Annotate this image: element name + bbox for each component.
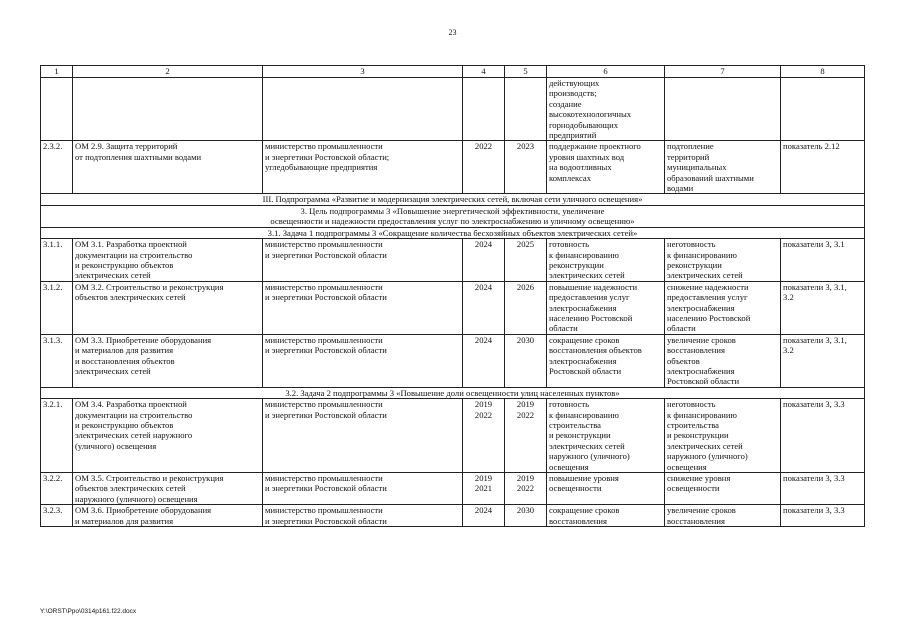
consequences: увеличение сроков восстановления: [665, 505, 781, 527]
column-number: 6: [547, 66, 665, 78]
expected-result: поддержание проектного уровня шахтных вод на водоотливных комплексах: [547, 141, 665, 194]
measure-name: [73, 78, 263, 141]
expected-result: готовность к финансированию строительства и реконструкции электрических сетей наружного (уличного) освещения: [547, 399, 665, 473]
measures-table: [40, 65, 865, 527]
column-number: 7: [665, 66, 781, 78]
executor: министерство промышленности и энергетики Ростовской области; угледобывающие предприятия: [263, 141, 463, 194]
consequences: подтопление территорий муниципальных образований шахтными водами: [665, 141, 781, 194]
section-heading-row: [41, 387, 865, 398]
table-row: [41, 239, 865, 282]
consequences: неготовность к финансированию строительства и реконструкции электрических сетей наружного (уличного) освещения: [665, 399, 781, 473]
start-year: 2019 2022: [463, 399, 505, 473]
expected-result: готовность к финансированию реконструкции электрических сетей: [547, 239, 665, 282]
end-year: [505, 78, 547, 141]
end-year: 2025: [505, 239, 547, 282]
end-year: 2030: [505, 334, 547, 387]
executor: министерство промышленности и энергетики Ростовской области: [263, 473, 463, 505]
indicator-link: показатели 3, 3.3: [781, 399, 865, 473]
start-year: 2019 2021: [463, 473, 505, 505]
executor: министерство промышленности и энергетики Ростовской области: [263, 281, 463, 334]
consequences: увеличение сроков восстановления объектов электроснабжения Ростовской области: [665, 334, 781, 387]
table-body: [41, 66, 865, 527]
indicator-link: показатели 3, 3.3: [781, 473, 865, 505]
end-year: 2026: [505, 281, 547, 334]
item-number: 3.1.2.: [41, 281, 73, 334]
item-number: 3.2.1.: [41, 399, 73, 473]
start-year: [463, 78, 505, 141]
executor: министерство промышленности и энергетики Ростовской области: [263, 505, 463, 527]
consequences: снижение надежности предоставления услуг электроснабжения населению Ростовской области: [665, 281, 781, 334]
indicator-link: показатели 3, 3.1, 3.2: [781, 281, 865, 334]
measure-name: ОМ 3.6. Приобретение оборудования и материалов для развития: [73, 505, 263, 527]
table-row: [41, 505, 865, 527]
expected-result: повышение надежности предоставления услуг электроснабжения населению Ростовской области: [547, 281, 665, 334]
section-heading: III. Подпрограмма «Развитие и модернизация электрических сетей, включая сети уличного освещения»: [41, 194, 865, 205]
end-year: 2030: [505, 505, 547, 527]
column-number-row: [41, 66, 865, 78]
section-heading: 3.2. Задача 2 подпрограммы 3 «Повышение доли освещенности улиц населенных пунктов»: [41, 387, 865, 398]
indicator-link: показатель 2.12: [781, 141, 865, 194]
section-heading-row: [41, 205, 865, 227]
column-number: 8: [781, 66, 865, 78]
consequences: неготовность к финансированию реконструкции электрических сетей: [665, 239, 781, 282]
item-number: [41, 78, 73, 141]
page-number: 23: [448, 28, 457, 37]
indicator-link: показатели 3, 3.3: [781, 505, 865, 527]
table-row: [41, 281, 865, 334]
column-number: 4: [463, 66, 505, 78]
start-year: 2024: [463, 281, 505, 334]
item-number: 3.1.3.: [41, 334, 73, 387]
start-year: 2024: [463, 239, 505, 282]
executor: министерство промышленности и энергетики Ростовской области: [263, 334, 463, 387]
executor: министерство промышленности и энергетики Ростовской области: [263, 399, 463, 473]
table-row: [41, 399, 865, 473]
expected-result: повышение уровня освещенности: [547, 473, 665, 505]
table-row: [41, 473, 865, 505]
consequences: снижение уровня освещенности: [665, 473, 781, 505]
table-row: [41, 334, 865, 387]
start-year: 2024: [463, 334, 505, 387]
measure-name: ОМ 3.1. Разработка проектной документации на строительство и реконструкцию объектов электрических сетей: [73, 239, 263, 282]
end-year: 2019 2022: [505, 473, 547, 505]
consequences: [665, 78, 781, 141]
executor: [263, 78, 463, 141]
item-number: 3.1.1.: [41, 239, 73, 282]
item-number: 3.2.2.: [41, 473, 73, 505]
start-year: 2022: [463, 141, 505, 194]
section-heading-row: [41, 227, 865, 238]
measure-name: ОМ 3.5. Строительство и реконструкция объектов электрических сетей наружного (уличного) освещения: [73, 473, 263, 505]
expected-result: сокращение сроков восстановления объектов электроснабжения Ростовской области: [547, 334, 665, 387]
indicator-link: [781, 78, 865, 141]
start-year: 2024: [463, 505, 505, 527]
item-number: 3.2.3.: [41, 505, 73, 527]
expected-result: действующих производств; создание высокотехнологичных горнодобывающих предприятий: [547, 78, 665, 141]
column-number: 2: [73, 66, 263, 78]
measure-name: ОМ 3.2. Строительство и реконструкция объектов электрических сетей: [73, 281, 263, 334]
measure-name: ОМ 2.9. Защита территорий от подтопления шахтными водами: [73, 141, 263, 194]
item-number: 2.3.2.: [41, 141, 73, 194]
end-year: 2023: [505, 141, 547, 194]
column-number: 3: [263, 66, 463, 78]
column-number: 5: [505, 66, 547, 78]
table-row: [41, 141, 865, 194]
indicator-link: показатели 3, 3.1: [781, 239, 865, 282]
section-heading-row: [41, 194, 865, 205]
table-row: [41, 78, 865, 141]
column-number: 1: [41, 66, 73, 78]
section-heading: 3. Цель подпрограммы 3 «Повышение энергетической эффективности, увеличение освещенности и надежности предоставления услуг по электроснабжению и уличному освещению»: [41, 205, 865, 227]
end-year: 2019 2022: [505, 399, 547, 473]
executor: министерство промышленности и энергетики Ростовской области: [263, 239, 463, 282]
measure-name: ОМ 3.4. Разработка проектной документации на строительство и реконструкцию объектов электрических сетей наружного (уличного) освещения: [73, 399, 263, 473]
expected-result: сокращение сроков восстановления: [547, 505, 665, 527]
indicator-link: показатели 3, 3.1, 3.2: [781, 334, 865, 387]
section-heading: 3.1. Задача 1 подпрограммы 3 «Сокращение количества бесхозяйных объектов электрических сетей»: [41, 227, 865, 238]
measure-name: ОМ 3.3. Приобретение оборудования и материалов для развития и восстановления объектов электрических сетей: [73, 334, 263, 387]
file-path-footer: Y:\ORST\Ppo\0314p161.f22.docx: [40, 608, 137, 615]
